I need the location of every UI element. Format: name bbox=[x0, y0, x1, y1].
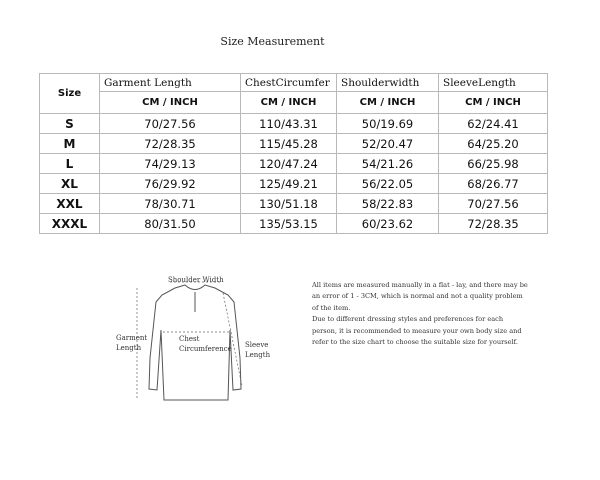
table-cell: 62/24.41 bbox=[439, 114, 548, 134]
table-row bbox=[40, 134, 548, 154]
column-header-sleeve-length: SleeveLength bbox=[439, 74, 548, 92]
size-column-header: Size bbox=[40, 74, 100, 114]
table-cell: 76/29.92 bbox=[100, 174, 241, 194]
sleeve-length-label-line1: Sleeve bbox=[245, 341, 269, 349]
unit-label: CM / INCH bbox=[241, 92, 337, 114]
shoulder-width-label: Shoulder Width bbox=[168, 276, 224, 284]
table-header-row bbox=[40, 74, 548, 92]
table-cell: 78/30.71 bbox=[100, 194, 241, 214]
note-paragraph: Due to different dressing styles and preferences for each person, it is recommended to measure your own body size and refer to the size chart to choose the suitable size for yourself. bbox=[312, 315, 522, 347]
size-label: M bbox=[40, 134, 100, 154]
table-cell: 54/21.26 bbox=[337, 154, 439, 174]
size-label: XXL bbox=[40, 194, 100, 214]
table-cell: 74/29.13 bbox=[100, 154, 241, 174]
table-row bbox=[40, 174, 548, 194]
table-cell: 135/53.15 bbox=[241, 214, 337, 234]
table-row bbox=[40, 114, 548, 134]
unit-label: CM / INCH bbox=[337, 92, 439, 114]
page-title: Size Measurement bbox=[220, 35, 325, 48]
size-label: S bbox=[40, 114, 100, 134]
table-cell: 50/19.69 bbox=[337, 114, 439, 134]
table-cell: 64/25.20 bbox=[439, 134, 548, 154]
table-cell: 52/20.47 bbox=[337, 134, 439, 154]
size-label: L bbox=[40, 154, 100, 174]
table-cell: 130/51.18 bbox=[241, 194, 337, 214]
table-row bbox=[40, 194, 548, 214]
table-cell: 60/23.62 bbox=[337, 214, 439, 234]
garment-length-label-line2: Length bbox=[116, 344, 142, 352]
table-cell: 72/28.35 bbox=[100, 134, 241, 154]
table-cell: 70/27.56 bbox=[100, 114, 241, 134]
table-cell: 68/26.77 bbox=[439, 174, 548, 194]
unit-row bbox=[40, 92, 548, 114]
chest-label-line1: Chest bbox=[179, 335, 200, 343]
table-row bbox=[40, 214, 548, 234]
size-label: XXXL bbox=[40, 214, 100, 234]
column-header-garment-length: Garment Length bbox=[100, 74, 241, 92]
measurement-note bbox=[312, 280, 530, 348]
table-cell: 120/47.24 bbox=[241, 154, 337, 174]
garment-length-label-line1: Garment bbox=[116, 334, 148, 342]
unit-label: CM / INCH bbox=[100, 92, 241, 114]
table-cell: 115/45.28 bbox=[241, 134, 337, 154]
sleeve-length-label-line2: Length bbox=[245, 351, 271, 359]
table-row bbox=[40, 154, 548, 174]
chest-label-line2: Circumference bbox=[179, 345, 232, 353]
table-cell: 125/49.21 bbox=[241, 174, 337, 194]
column-header-chest-circumference: ChestCircumfer bbox=[241, 74, 337, 92]
unit-label: CM / INCH bbox=[439, 92, 548, 114]
table-cell: 72/28.35 bbox=[439, 214, 548, 234]
size-chart-table bbox=[39, 73, 548, 234]
column-header-shoulder-width: Shoulderwidth bbox=[337, 74, 439, 92]
table-cell: 66/25.98 bbox=[439, 154, 548, 174]
size-label: XL bbox=[40, 174, 100, 194]
table-cell: 58/22.83 bbox=[337, 194, 439, 214]
table-cell: 70/27.56 bbox=[439, 194, 548, 214]
note-paragraph: All items are measured manually in a flat - lay, and there may be an error of 1 - 3CM, which is normal and not a quality problem of the item. bbox=[312, 281, 528, 312]
table-cell: 80/31.50 bbox=[100, 214, 241, 234]
table-cell: 110/43.31 bbox=[241, 114, 337, 134]
table-cell: 56/22.05 bbox=[337, 174, 439, 194]
garment-measurement-diagram bbox=[105, 268, 285, 408]
